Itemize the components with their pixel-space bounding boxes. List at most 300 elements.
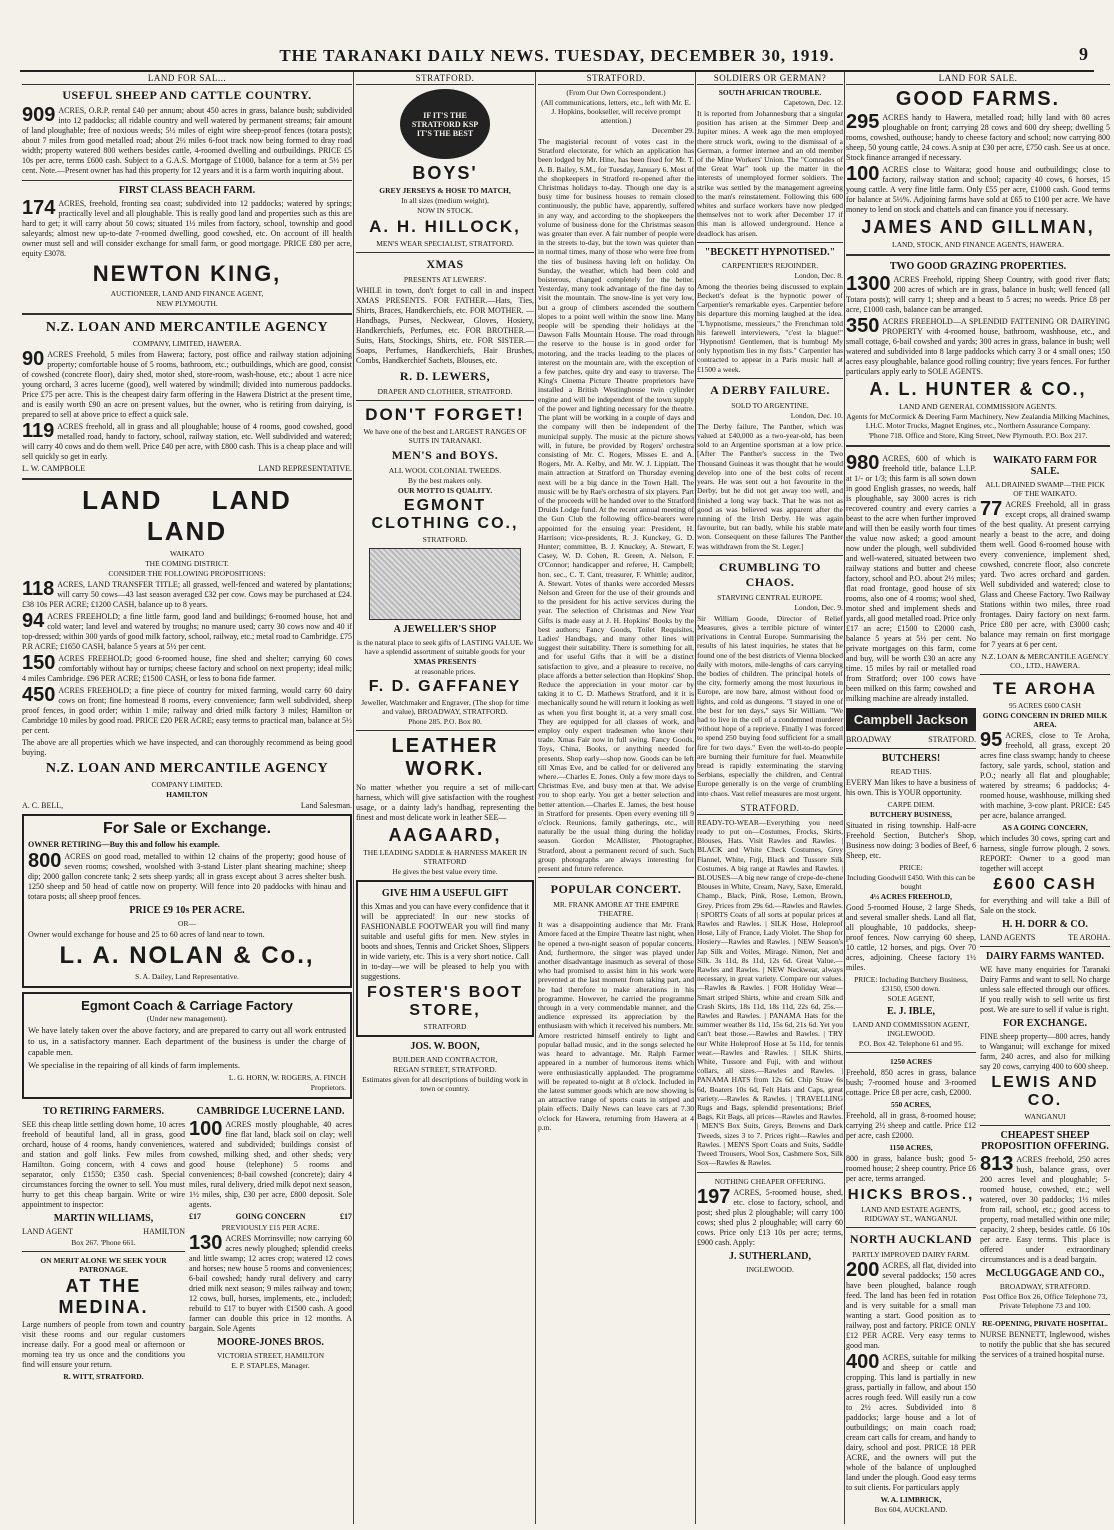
advertiser-sub: LAND AND ESTATE AGENTS, RIDGWAY ST., WANGANUI. [861,1205,961,1223]
dateline: London, Dec. 9. [794,602,843,612]
ad-text: He gives the best value every time. [392,867,498,876]
divider [980,1314,1110,1315]
lot-number: 1300 [846,273,891,295]
ad-text: We have one of the best and LARGEST RANGES OF SUITS IN TARANAKI. [363,427,527,445]
lot-description: ACRES Freehold, 5 miles from Hawera; factory, post office and railway station adjoining property; comfortable house of 5 rooms, bathroom, etc.; outbuildings, which are good, consist of cowshed (concrete floor), dairy shed, motor shed, store-room, wash-house, etc.; about 1 acre nice young orchard, 3 acres lucerne (good), well watered by windmill; divided into numerous paddocks. Price £75 per acre. This is the cheapest dairy farm offering in the Hawera District at the present time, and is easily worth £90 an acre on present values, but the owner, who is retiring from dairying, is prepared to sell at above price to effect a quick sale. [22,350,352,419]
advertiser-name: N.Z. LOAN AND MERCANTILE AGENCY [45,761,329,776]
byline: (From Our Own Correspondent.) [566,88,666,97]
contact: P.O. Box 42. Telephone 61 and 95. [858,1039,964,1048]
ad-heading: BUTCHERS! [881,753,941,764]
lot-number: 909 [22,104,56,126]
ad-sub: ALL WOOL COLONIAL TWEEDS. [388,466,502,475]
divider [22,478,352,480]
advertiser-name: JOS. W. BOON, [410,1041,480,1052]
ad-sub: GREY JERSEYS & HOSE TO MATCH, [379,186,511,195]
news-subheading: STARVING CENTRAL EUROPE. [717,592,823,602]
advertiser-name: Campbell Jackson [853,712,969,727]
signature-row [22,801,352,810]
lot-description: ACRES, 5-roomed house, shed, etc. close to factory, school, and post; shed plus 2 ploughable; will carry 100 cows; shed plus 2 ploughable; will carry 60 cows. Price only £13 10s per acre; terms, £900 cash. Apply: [697,1187,843,1247]
lot-description: ACRES, 600 of which is freehold title, balance L.I.P. at 1/- or 1/3; this farm is all sown down in good English grasses, no weeds, half is ploughable, say 3000 acres is rich recovered country and every carries a beast to the acre when further improved and will then be easily worth four times the value now asked; a good amount now under the plough, well subdivided and well-watered, situated between two railway stations and butter and cheese factory, school and P.O. about 2½ miles; flat road frontage, good house of six rooms, also one of 4 rooms; wool shed, motor shed and implement sheds and yards, all good metalled road. Price only £17 an acre; £1500 to £2000 cash, balance 5 years at 5½ per cent. No private mortgages on this farm, come and buy, will be worth £30 an acre any time. 15 miles by rail or metalled road from Stratford; over 100 cows have been milked on this farm; cowshed and milking machine are already installed. [846,454,976,703]
ad-text: for everything and will take a Bill of Sale on the stock. [980,896,1110,915]
column-rule [535,72,536,1524]
lot-description: ACRES, LAND TRANSFER TITLE; all grassed, well-fenced and watered by plantations; will carry 50 cows—43 last season averaged £32 per cow. Cows may be purchased at £24. £38 10s PER ACRE; £1200 CASH, balance up to 8 years. [22,580,352,609]
ad-text: Estimates given for all descriptions of building work in town or country. [362,1075,528,1093]
ad-sub: 4½ ACRES FREEHOLD, [869,892,953,901]
advertiser-name: J. SUTHERLAND, [729,1250,811,1262]
proprietor-names: L. G. HORN, W. ROGERS, A. FINCH [228,1073,346,1082]
bottom-ads [22,1103,352,1382]
ad-sub: GOING CONCERN IN DRIED MILK AREA. [982,711,1108,729]
lot-description: ACRES, O.R.P. rental £40 per annum; about 450 acres in grass, balance bush; subdivided into 12 paddocks; all ridable country and well watered by permanent streams; fair amount of land ploughable; free of noxious weeds; 5½ miles of eight wire sheep-proof fences (totara posts); about 7 miles from good metalled road; about 2½ miles 6-foot track now being formed to dray road width; property watered 800 wethers besides cattle, 4-roomed dwelling and outbuildings. PRICE £5 10s per acre, terms £600 cash. Subject to a G.A.S. Mortgage of £1000, balance for a term at 5½ per cent. Note.—Present owner has had this property for 12 years and it is a farm worth inquiring about. [22,106,352,175]
ad-text: WHILE in town, don't forget to call in and inspect XMAS PRESENTS. FOR FATHER.—Hats, Ties, Shirts, Braces, Handkerchiefs, etc. FOR MOTHER. — Handbags, Purses, Neckwear, Gloves, Hosiery, Handkerchiefs, Perfumes, etc. FOR BROTHER.—Suits, Hats, Stockings, Shirts, etc. FOR SISTER.—Soaps, Perfumes, Handkerchiefs, Hair Brushes, Combs, Handkerchief Sachets, Blouses, etc. [356,286,534,365]
advertiser-sub: LAND AND COMMISSION AGENT, INGLEWOOD. [852,1020,970,1038]
lot-description: ACRES FREEHOLD—A SPLENDID FATTENING OR DAIRYING PROPERTY with 4-roomed house, bathroom, washhouse, etc., and small cottage, 6-bail cowshed and yards; 300 acres in grass, balance in bush; well watered and subdivided into 8 large paddocks which carry 3 or 4 small ones; 150 acres easy ploughable, balance good rolling country; five years fences. For further particulars apply early to SOLE AGENTS. [846,317,1110,376]
ad-title: LAND LAND LAND [82,485,292,546]
advertiser-sub: MEN'S WEAR SPECIALIST, STRATFORD. [376,239,514,248]
byline: (All communications, letters, etc., left with Mr. E. J. Hopkins, bookseller, will receive prompt attention.) [541,98,691,125]
ad-sub: PRICE: [899,863,923,872]
ad-text [846,1261,976,1351]
advertiser-name: R. D. LEWERS, [399,369,491,383]
ad-sub: at reasonable prices. [414,667,476,676]
ad-sub: XMAS PRESENTS [413,657,477,666]
ad-text: WE have many enquiries for Taranaki Dairy Farms and want to sell. No charge unless sale effected through our offices. If you really wish to sell write us first post. We are sure to sell if value is right. [980,965,1110,1014]
ad-text: this Xmas and you can have every confidence that it will be appreciated! In our new stocks of FASHIONABLE FOOTWEAR you will find many suitable and useful gifts for men. New styles in boots and shoes, Tennis and Cricket Shoes, Slippers in wide variety, etc. This is a very short notice. Call in to-day—we will be pleased to help you with suggestions. [361,902,529,981]
lot-description: ACRES freehold, 250 acres bush, balance grass, over 200 acres level and ploughable; 5-roomed house, cowshed, etc.; well watered, over 30 paddocks; 1½ miles from rail, school, etc.; good access to property, road metalled within one mile; capacity, 2 sheep, besides cattle. £6 10s per acre. Easy terms. This place is offered under extraordinary circumstances and is a dead bargain. [980,1155,1110,1264]
ad-text [846,113,1110,163]
advertiser-sub: COMPANY LIMITED. [151,780,223,789]
ad-text: Agents for McCormick & Deering Farm Machinery, New Zealandia Milking Machines, I.H.C. Motor Trucks, Magnet Engines, etc., Northern Assurance Company. [846,412,1110,430]
divider [22,1251,185,1252]
ad-heading: A JEWELLER'S SHOP [393,624,497,635]
lot-description: ACRES Freehold, ripping Sheep Country, with good river flats; 200 acres of which are in grass, balance in bush; well fenced (all Totara posts); will carry 1; sheep and a beast to 5 acres; no weeds. Price £8 per acre, £1000 cash, balance can be arranged. [846,275,1110,314]
ad-text: Situated in rising township. Half-acre Freehold Section, Butcher's Shop, Business now doing: 3 bodies of Beef, 6 Sheep, etc. [846,821,976,860]
ad-title: LEATHER WORK. [391,735,499,780]
advertiser-sub: BROADWAY, STRATFORD. [999,1282,1091,1291]
lot-description: ACRES close to Waitara; good house and outbuildings; close to factory, railway station and school; capacity 40 cows, 6 horses, 15 young cattle. A very fine little farm. Only £55 per acre, £1000 cash. Good terms for balance at 5½%. Adjoining farms have sold at £65 to £100 per acre. We have money to lend on stock and chattels and can finance you if necessary. [846,165,1110,214]
lot-number: 200 [846,1259,880,1281]
ad-text [22,686,352,736]
news-body: Among the theories being discussed to explain Beckett's defeat is the hypnotic power of Carpentier's remarkable eyes. Carpentier before his departure this morning laughed at the idea. "L'hypnotisme, messieurs," the Frenchman told his farewell interviewers, "c'est la blague!" "Hypnotism! Gentlemen, that is humbug! My only hypnotism lies in my fists." Carpentier has contracted to appear in a Paris music hall at £1500 a week. [697,281,843,374]
advertiser-sub: LAND, STOCK, AND FINANCE AGENTS, HAWERA. [892,240,1064,249]
advertiser-name: E. J. IBLE, [886,1006,936,1017]
ad-text: Freehold, all in grass, 8-roomed house; carrying 2½ sheep and cattle. Price £12 per acre, cash £2000. [846,1111,976,1140]
ad-sub: PARTLY IMPROVED DAIRY FARM. [852,1250,970,1259]
ad-text [846,317,1110,377]
column-good-farms [846,72,1110,1526]
ad-text: NURSE BENNETT, Inglewood, wishes to notify the public that she has secured the services of a trained hospital nurse. [980,1330,1110,1359]
ad-text: PRICE: Including Butchery Business, £3150, £500 down. [854,975,968,993]
news-body: It was a disappointing audience that Mr. Frank Amore faced at the Empire Theatre last night, when he opened a two-night season of popular concerts. And, furthermore, the singer was played under another disadvantage inasmuch as several of those who had promised to assist him in his work were prevented at the last moment from taking part, and he had therefore to make alterations in his programme. However, he carried the programme through in a very commendable manner, and the audience expressed its appreciation by the enthusiasm with which it received his numbers. Mr. Amore restricted himself entirely to light and popular ballad music, and in the songs selected he was heard to advantage. Mr. Ralph Farmer appeared in a number of humorous items which were enthusiastically applauded. The programme will be repeated to-night at 8 o'clock. Included in the latest summer goods which are now showing is an attractive range of sports coats in striped and plain effects. Daily News can leave cars at 7.30 o'clock for Hawera, returning from Hawera at 4 p.m. [538,920,694,1132]
subcolumn-left [846,452,976,1515]
lot-description: ACRES, suitable for milking and sheep or cattle and cropping. This land is partially in new grass, partially in fallow, and about 150 acres rough feed. Will easily run a cow to 2½ acres. Subdivided into 8 paddocks; large house and a lot of outbuildings; on main coach road; cream cart calls for cream, and handy to dairy, school and post. PRICE 18 PER ACRE, and the owners will put the whole of the balance of unploughed land under the plough. Good easy terms to suit clients. For particulars apply [846,1353,976,1492]
ad-title: XMAS [426,257,464,271]
ad-heading: FOR EXCHANGE. [1003,1018,1087,1029]
news-body: The magisterial recount of votes cast in the Stratford electorate, for which an application has been lodged by Mr. Hine, has been fixed for Mr. T. A. B. Bailey, S.M., for Tuesday, January 6. Most of the shopkeepers in Stratford re-opened after the Christmas holidays to-day. Though one day is a busy time for business houses to remain closed continuously, the public have, apparently, suffered in any way, and according to the shopkeepers the volume of business done for the Christmas season was greater than ever. A fair number of people were in the streets to-day, but the town was quieter than in normal times, many of those who were free from the ties of business having left on holiday. On Sunday, the weather, which had been cold and boisterous, changed completely for the better. Yesterday, many took advantage of the fine day to visit the mountain. The snow-line is yet very low, but a group of climbers ascended the southern slopes to a point well within the snow line. Many people will be spending their holidays at the Dawson Falls Mountain House. The road through the reserve to the house is in good order for motoring, and the tracks leading to the places of interest on the mountain are, with the exception of a few patches, quite dry and easy to traverse. The King's Cinema Picture Theatre proprietors have installed a British Westinghouse twin cylinder engine and will be independent of the town supply of the power and lighting necessary for the theatre. The plant will be working in a couple of days and the company will then be independent of the municipal supply. The music at the picture shows will, in future, be provided by Rogers' orchestra consisting of Mr. C. Rogers, Misses E. and A. Rogers, Mr. A. Kelby, and Mr. W. J. Lippiatt. The main attraction at Stratford on Thursday evening next will be a big dance in the Town Hall. The music will be by Rae's orchestra of six players. Part of the proceeds will be handed over to the Stratford Druids Lodge fund. At the recent annual meeting of the Gun Club the following office-bearers were appointed for the ensuing year: President, H. Harrison; vice-presidents, R. J. Kunckey, G. D. Hunter; committee, B. J. Knuckey, A. Stewart, F. Casey, W. D. Cohen, R. Green, A. Nelson, F. O'Connor; handicapper and referee, H. Campbell; hon. sec., C. T. Cant, treasurer, F. Whittle; auditor, A. Stewart. Votes of thanks were accorded Messrs Nelson and Green for the use of their grounds and to the president for his active services during the year. The selection of Christmas and New Year Gifts is made easy at J. H. Hopkins' Books by the best authors; Fancy Goods, Toilet Requisites, Ladies' Handbags, and many other lines will suggest their suitability. There is something for all, and for useful Gifts that it will be a distinct satisfaction to give, and a pleasure to receive, no place affords a better selection than Hopkins' Shop. Reduce the appreciation in your motor car by taking it to C. D. Mathews Stratford, and it it is mechanically sound he will return it looking as well as when you first bought it, at a very small cost. They are equipped for all classes of work, and employ only expert tradesmen who know their trade. Xmas Fair now in full swing. Fancy Goods, Toys, China, Books, or anything needed for presents. Shop early—shop now. Goods can be left till Xmas Eve, and be called for or delivered any where.—Charles E. Jones. Only a few more days to Christmas Eve, and busy men at that. We advise you to shop early. You get a better selection and better attention.—Charles E. James, the best house in Stratford for presents. Open every evening till 9 o'clock. Reunions, family gatherings, etc., will naturally be the usual thing during the holiday season. Gordon McAllister, Photographer, Stratford, about a permanent record of such. Such group photographs are always interesting for present and future reference. [538,137,694,874]
advertiser-sub: S. A. Dailey, Land Representative. [135,972,239,981]
contact: Phone 285. P.O. Box 80. [408,717,482,726]
ad-text [189,1120,352,1210]
advertiser-sub: WANGANUI [1024,1112,1066,1121]
agent-town: TE AROHA. [1068,933,1110,942]
divider [980,1125,1110,1126]
stratford-ksp-logo [400,89,490,159]
ad-text: FINE sheep property—800 acres, handy to Wanganui; will exchange for mixed farm, 240 acres, and also for milking say 20 cows, carrying 400 to 600 sheep. [980,1032,1110,1071]
advertiser-name: H. H. DORR & CO. [1002,919,1088,930]
ad-sub: READ THIS. [890,767,932,776]
advertiser-addr: REGAN STREET, STRATFORD. [393,1065,497,1074]
ad-text [846,454,976,704]
advertiser-name: N.Z. LOAN & MERCANTILE AGENCY CO., LTD., HAWERA. [981,652,1109,670]
agent-name: A. C. BELL, [22,801,64,810]
going-concern-row [189,1212,352,1221]
agent-town: HAMILTON [143,1227,185,1236]
ad-sub: AS A GOING CONCERN, [1002,823,1088,832]
ad-sub: THE COMING DISTRICT. [145,559,229,568]
ad-text [22,654,352,684]
advertiser-name: LEWIS AND CO. [991,1074,1099,1109]
ad-heading: 1150 ACRES, [889,1143,933,1152]
advertiser-town: NEW PLYMOUTH. [156,299,218,308]
ad-text [22,580,352,610]
contact: Box 267. 'Phone 661. [71,1238,136,1247]
section-header: LAND FOR SALE. [846,72,1110,85]
ad-sub: CARPE DIEM. [887,800,935,809]
ad-text: No matter whether you require a set of milk-cart harness, which will give satisfaction with the roughest usage, or a dainty lady's handbag, representing the finest and most delicate work in leather SEE— [356,783,534,822]
classified-ads: READY-TO-WEAR—Everything you need ready to put on—Costumes, Frocks, Skirts, Blouses, Hats. Visit Rawles and Rawles. | BLACK and White Check Costumes, Grey Flannel, White, Fuji, Black and Tussore Silk Costumes. A big range at Rawles and Rawles. | BLOUSES—A big new range of crepe-de-chene Blouses in White, Cream, Navy, Saxe, Emerald, Champ., Black, Pink, Rose, Lemon, Brown, Grey. Prices from 29s 6d.—Rawles and Rawles. | SPORTS Coats of all sorts at popular prices at Rawles and Rawles. | SILK Hose, Holeproof Hose, Lily of France, Lady Violet. The Shop for Hosiery—Rawles and Rawles. | NEW Season's Jap Silk and Voiles, Mirage. Nimon, Net and Silk. 3s 11d, 8s 11d, 12s 6d. Great Value.—Rawles and Rawles. | NEW Neckwear, always necessary, in great variety. Compare our values.—Rawles & Rawles. | FOR Holiday Wear—Smart striped Shirts, white and cream Silk and Crash Skirts, 18s 11d, 18s 11d, 22s 6d, 25s.—Rawles and Rawles. | PANAMA Hats for the summer weather 8s 11d, 15s 6d, 21s 6d. Yet you can't beat those.—Rawles and Rawles. | TRY our White Holeproof Hose at 5s 11d, for tennis wear.—Rawles and Rawles. | SILK Shirts, White, Tussore and Fuji, with and without collars, all sizes.—Rawles and Rawles. | PANAMA HATS from 12s 6d. Chip Straw 6s 6d, Boaters 10s 6d, Felt Hats and Caps, great variety.—Rawles & Rawles. | TRAVELLING Rugs and Bags, splendid presentations; Brief Bags, Kit Bags, all prices—Rawles and Rawles. | MEN'S Box Suits, Greys, Browns and Dark Tweeds, sizes 3 to 7. Prices right—Rawles and Rawles. | MEN'S Sport Coats and Suits, Saddle Tweed Trousers, Wool Sox, Cashmere Sox, Silk Sox—Rawles & Rawles. [697,817,843,1168]
advertiser-name: MARTIN WILLIAMS, [53,1213,154,1224]
advertiser-name: A. L. HUNTER & CO., [869,379,1087,399]
news-heading: "BECKETT HYPNOTISED." [704,246,836,258]
divider [697,242,843,243]
column-land-for-sale [22,72,352,1526]
ad-title: TE AROHA [992,679,1098,698]
ad-heading: 550 ACRES, [890,1100,931,1109]
lot-number: 295 [846,111,880,133]
advertiser-sub: Box 604, AUCKLAND. [874,1505,948,1514]
advertiser-name: JAMES AND GILLMAN, [861,217,1095,237]
news-subheading: MR. FRANK AMORE AT THE EMPIRE THEATRE. [553,900,679,919]
advertiser-name: L. A. NOLAN & Co., [59,942,315,969]
page-number: 9 [1079,44,1088,64]
news-body: Sir William Goode, Director of Relief Measures, gives a terrible picture of winter privations in Central Europe. Summarising the results of his latest inquiries, he states that he found one of the best districts of Vienna blocked daily with motors, mile-lengths of cars carrying the bodies of children. The principal hotels of the city, formerly among the most luxurious in Europe, are now bare, almost without food or lights, and cold as dungeons. "I stayed in one of the best for ten days," says Sir William. "We had to live in the cell of a condemned murderer without hope of a reprieve. Finally I was forced to spend 250 buying food sufficient for a small fire for two days." Even the well-to-do people are burning their furniture for fuel. Meanwhile bread is rapidly exterminating the starving Serbians, especially the children, and Central Europe generally is on the verge of crumbling into chaos. Vast relief measures are most urgent. [697,613,843,798]
advertiser-name: R. WITT, STRATFORD. [63,1372,144,1381]
divider [980,674,1110,675]
ad-sub: (Under new management). [146,1014,228,1023]
signature-row [846,735,976,744]
going-concern-label: GOING CONCERN [235,1212,306,1221]
ad-sub: CONSIDER THE FOLLOWING PROPOSITIONS: [108,569,266,578]
ad-sub: WAIKATO [169,549,205,558]
lot-number: 100 [846,163,880,185]
ad-text: Large numbers of people from town and country visit these rooms and our regular customers increase daily. For a good meal or afternoon or morning tea try us once and the conditions you find will ensure your return. [22,1320,185,1369]
ad-text [22,199,352,259]
column-stratford-news [538,72,694,1526]
section-header: STRATFORD. [538,72,694,85]
column-cable-news [697,72,843,1526]
divider [22,313,352,315]
advertiser-sub: AUCTIONEER, LAND AND FINANCE AGENT, [110,289,264,298]
ad-heading: DAIRY FARMS WANTED. [985,951,1105,962]
divider [22,180,352,181]
lot-description: ACRES FREEHOLD; a fine little farm, good land and buildings; 6-roomed house, hot and cold water; land level and watered by troughs; no manure used; carry 30 cows now and 40 if top-dressed; within 300 yards of good milk factory, school, railway, etc.; metal road to Cambridge. £75 P.R ACRE; £1650 CASH, balance 5 years at 5½ per cent. [22,612,352,651]
divider [538,877,694,878]
masthead-title: THE TARANAKI DAILY NEWS. TUESDAY, DECEMBER 30, 1919. [279,46,835,65]
ad-title: Egmont Coach & Carriage Factory [81,998,293,1013]
lot-number: 119 [22,420,55,442]
news-heading: A DERBY FAILURE. [710,382,830,397]
ad-title: BOYS' [412,163,478,183]
ad-text: OWNER RETIRING—Buy this and follow his example. [28,840,220,849]
ad-text [846,1353,976,1493]
dateline: London, Dec. 8. [794,270,843,280]
divider [846,254,1110,256]
divider [846,445,1110,447]
ad-box-sale-exchange [22,814,352,988]
advertiser-name: EGMONT CLOTHING CO., [371,497,519,532]
ad-text: Owner would exchange for house and 25 to 60 acres of land near to town. [28,930,265,939]
proprietor-title: Proprietors. [310,1083,346,1092]
ad-sub: ALL DRAINED SWAMP—THE PICK OF THE WAIKATO. [985,480,1105,498]
column-rule [844,72,845,1524]
ad-text: The above are all properties which we have inspected, and can thoroughly recommend as being good buying. [22,738,352,757]
lot-description: ACRES, freehold, fronting sea coast; subdivided into 12 paddocks; watered by springs; practically level and all ploughable. This is really good land and properties such as this are hard to get; it will carry about 50 cows; situated 1½ miles from factory, school, township and good saleyards; almost new up-to-date 7-roomed dwelling, good cowshed, etc. On account of ill health owner must sell and will consider exchange for small farm, or good mortgage. PRICE £80 per acre, equity £3078. [22,199,352,258]
ad-heading: FIRST CLASS BEACH FARM. [118,185,256,196]
lot-description: ACRES Morrinsville; now carrying 60 acres newly ploughed; splendid creeks and little swamp; 12 acres crop; watered 12 cows and horses; new house 5 rooms and conveniences; 6-bail cowshed; handy rural delivery and carry dried milk next season; 9 miles railway and town; 12 cows, bull, horses, implements, etc., included; rebuild to £17 to buyer with £1500 cash. A good farmer can double this price in 12 months. A bargain. Sole Agents [189,1234,352,1333]
ad-box-foster [356,880,534,1037]
section-header: STRATFORD. [697,802,843,815]
advertiser-sub: STRATFORD [423,1022,467,1031]
lot-description: ACRES freehold, all in grass and all ploughable; house of 4 rooms, good cowshed, good metalled road, handy to factory, school, railway station, etc. Well subdivided and watered; will carry 40 cows and do them well. Price £40 per acre, with £800 cash. This is a cheap place and will sell quickly so get in early. [22,422,352,461]
lot-number: 150 [22,652,56,674]
lot-number: 90 [22,348,45,370]
advertiser-sub: DRAPER AND CLOTHIER, STRATFORD. [377,387,513,396]
advertiser-name: HICKS BROS., [847,1186,975,1203]
ad-heading: CAMBRIDGE LUCERNE LAND. [196,1106,345,1117]
lot-description: ACRES handy to Hawera, metalled road; hilly land with 80 acres ploughable on front; carrying 28 cows and 600 dry sheep; dwelling 5 rooms, cowshed, outhouse; handy to cheese factory and school; now carrying 800 sheep, 50 young cattle, 24 cows. A snip at £30 per acre, £750 cash. See us at once. Stock finance arranged if necessary. [846,113,1110,162]
ad-sub: NOW IN STOCK. [417,206,473,215]
advertiser-manager: E. P. STAPLES, Manager. [231,1361,310,1370]
ad-text [846,275,1110,315]
contact: Post Office Box 26, Office Telephone 73, Private Telephone 73 and 100. [982,1292,1108,1310]
section-header: STRATFORD. [356,72,534,85]
section-header: SOLDIERS OR GERMAN? [697,72,843,85]
lot-number: 95 [980,729,1003,751]
address-town: STRATFORD. [928,735,976,744]
advertiser-name: A. H. HILLOCK, [369,217,521,236]
ad-text: We specialise in the repairing of all kinds of farm implements. [28,1060,240,1070]
ad-cambridge-lucerne [189,1103,352,1382]
divider [846,1052,976,1053]
agent-title: LAND AGENTS [980,933,1036,942]
advertiser-sub: LAND AND GENERAL COMMISSION AGENTS. [899,402,1057,411]
ad-text: Freehold, 850 acres in grass, balance bush; 7-roomed house and 3-roomed cottage. Price £8 per acre, cash, £2000. [846,1068,976,1097]
advertiser-sub: COMPANY, LIMITED, HAWERA. [132,339,242,348]
news-body: It is reported from Johannesburg that a singular position has arisen at the Simmer Deep and Jupiter mines. A week ago the men employed there struck work, owing to the dismissal of a German, a former internee and an old member of the Mine Workers' Union. The "Comrades of the Great War" took up the matter in the interests of unemployed former soldiers. The strike was settled by the management agreeing to the man's reinstatement. Following this 600 whites and surface workers have now pledged themselves not to work after December 17 if this man is allowed underground. Hence a deadlock has arisen. [697,109,843,238]
agent-title: Land Salesman. [300,801,352,810]
contact: 'Phone 718. Office and Store, King Street, New Plymouth. P.O. Box 217. [868,431,1088,440]
subcolumn-right [980,452,1110,1515]
ad-text [697,1185,843,1248]
masthead [20,44,1094,72]
ad-sub: BUTCHERY BUSINESS, [870,810,952,819]
news-heading: POPULAR CONCERT. [550,882,682,897]
ad-heading: GIVE HIM A USEFUL GIFT [381,888,509,899]
lot-description: ACRES, close to Te Aroha, freehold, all grass, except 20 acres fine class swamp; handy to cheese factory, sale yards, school, station and P.O.; nearly all flat and ploughable; watered by streams; 6 paddocks; 4-roomed house, washhouse, milking shed with machine, 3-cow plant. PRICE: £45 per acre, balance arranged. [980,731,1110,820]
ad-heading: MEN'S and BOYS. [391,448,499,462]
ad-heading: NOTHING CHEAPER OFFERING. [714,1176,826,1186]
lot-description: ACRES FREEHOLD; a fine piece of country for mixed farming, would carry 60 dairy cows on front; fine homestead 8 rooms, every convenience; farm well subdivided, sheep proof fences, in good order; within 1 mile; railway and dried milk factory 3 miles; Hamilton or Cambridge 10 miles by good road. PRICE £20 PER ACRE; easy terms to practical man, balance at 5½ per cent. [22,686,352,735]
advertiser-sub: BUILDER AND CONTRACTOR, [392,1055,498,1064]
ad-sub: In all sizes (medium weight), [401,196,489,205]
lot-description: ACRES FREEHOLD; good 6-roomed house, fine shed and shelter; carrying 60 cows comfortably without hay or turnips; cheese factory and school on next property; ideal milk; 4 miles Cambridge. £96 PER ACRE; £1500 CASH, or less to bona fide farmer. [22,654,352,683]
lot-description: ACRES mostly ploughable, 40 acres fine flat land, black soil on clay; well watered and subdivided; buildings consist of cowshed, milking shed, and other sheds; very good house (telephone) 5 rooms and conveniences; 8-bail cowshed (concrete); dairy 4 miles, rural delivery, dried milk depot next season, 1½ miles, ship, £30 per acre, £800 deposit. Sole agents. [189,1120,352,1209]
campbell-jackson-banner [846,708,976,731]
column-rule [353,72,354,1524]
ad-text: which includes 30 cows, spring cart and harness, single furrow plough, 2 sows. REPORT: Owner to a good man together will accept [980,834,1110,873]
advertiser-sub: Jeweller, Watchmaker and Engraver, (The shop for time and value), BROADWAY, STRATFORD. [361,698,529,716]
ad-text [22,106,352,176]
lot-description: ACRES, all flat, divided into several paddocks; 150 acres have been ploughed, balance rough feed. The land has been fed in rotation and is very suitable for a small man wanting a start. Good position as to railway, post and factory. PRICE ONLY £12 PER ACRE. Very easy terms to good man. [846,1261,976,1350]
ad-heading: WAIKATO FARM FOR SALE. [993,455,1097,477]
news-heading: CRUMBLING TO CHAOS. [719,559,821,589]
dateline: Capetown, Dec. 12. [783,98,843,107]
advertiser-name: MOORE-JONES BROS. [217,1337,324,1348]
column-rule [695,72,696,1524]
advertiser-name: McCLUGGAGE AND CO., [985,1268,1105,1279]
news-body: The Derby failure, The Panther, which was valued at £40,000 as a two-year-old, has been sold to an Argentine sportsman at a low price. [After The Panther's success in the Two Thousand Guineas it was thought that he would develop into one of the best colts of recent years. He was sent out a hot favourite in the Derby, but he did not get away too well, and finished a long way back. That he was not as good as was believed was apparent after the running of the Irish Derby. He was again favourite, but ran badly, while his stable mate won. Consequent on these failures The Panther was withdrawn from the St. Leger.] [697,421,843,551]
lot-number: 450 [22,684,56,706]
lot-number: 197 [697,1185,731,1208]
advertiser-name: NEWTON KING, [92,261,282,286]
lot-number: 118 [22,578,55,600]
ad-text: is the natural place to seek gifts of LASTING VALUE. We have a splendid assortment of suitable goods for your [356,638,534,656]
advertiser-name: F. D. GAFFANEY [368,678,522,695]
signature-row [22,464,352,473]
ad-text [980,1155,1110,1265]
divider [356,730,534,731]
dateline: London, Dec. 10. [790,410,843,420]
section-header: LAND FOR SAL... [22,72,352,85]
ad-text: OR— [178,919,196,928]
lot-number: 980 [846,452,880,474]
ad-heading: CHEAPEST SHEEP PROPOSITION OFFERING. [981,1130,1109,1152]
ad-heading: TO RETIRING FARMERS. [42,1106,165,1117]
ad-motto: OUR MOTTO IS QUALITY. [397,486,493,495]
advertiser-sub: THE LEADING SADDLE & HARNESS MAKER IN STRATFORD [363,848,527,866]
ad-text: 800 in grass, balance bush; good 5-roomed house; 2 sheep country. Price £6 per acre, terms arranged. [846,1154,976,1183]
ad-sub: PREVIOUSLY £15 PER ACRE. [221,1223,320,1232]
ad-retiring-farmers [22,1103,185,1382]
ad-text [980,731,1110,821]
news-subheading: SOLD TO ARGENTINE. [731,400,809,410]
lot-number: 94 [22,610,45,632]
agent-title: LAND REPRESENTATIVE. [258,464,352,473]
ad-text [22,350,352,420]
news-subheading: SOUTH AFRICAN TROUBLE. [718,88,822,97]
ad-sub: ON MERIT ALONE WE SEEK YOUR PATRONAGE. [40,1256,167,1274]
divider [697,378,843,379]
ad-heading: RE-OPENING, PRIVATE HOSPITAL. [982,1319,1108,1328]
divider [356,252,534,253]
price-right: £17 [339,1212,352,1221]
advertiser-name: N.Z. LOAN AND MERCANTILE AGENCY [45,320,329,335]
signature-row [22,1227,185,1236]
divider [980,946,1110,947]
ad-price: £600 CASH [993,876,1097,893]
column-stratford-ads [356,72,534,1526]
divider [697,555,843,556]
advertiser-name: AAGAARD, [388,825,502,845]
ad-text [189,1234,352,1334]
lot-number: 400 [846,1351,880,1373]
advertiser-name: W. A. LIMBRICK, [880,1495,942,1504]
signature-row [980,933,1110,942]
lot-number: 800 [28,850,62,872]
lot-number: 350 [846,315,880,337]
ad-text [28,852,346,902]
subcolumns [846,452,1110,1515]
ad-text: SEE this cheap little settling down home, 10 acres freehold of beautiful land, all in grass, good orchard, house of 4 rooms, handy conveniences, and station and golf links. Few miles from Hamilton. Going concern, with 4 cows and separator, only £1550; £350 cash. Special circumstances forcing the owner to sell. You must hurry to get this cheap bargain. Write or wire appointment to inspector: [22,1120,185,1209]
ad-box-egmont-coach [22,992,352,1099]
address-street: BROADWAY [846,735,892,744]
agent-title: LAND AGENT [22,1227,73,1236]
ad-sub: 95 ACRES £600 CASH [1009,701,1081,710]
advertiser-sub: INGLEWOOD. [746,1264,794,1274]
ad-heading: NORTH AUCKLAND [849,1232,973,1246]
ad-heading: USEFUL SHEEP AND CATTLE COUNTRY. [62,88,312,102]
advertiser-town: HAMILTON [166,790,208,799]
ad-sub: PRESENTS AT LEWERS'. [403,275,487,284]
ad-heading: TWO GOOD GRAZING PROPERTIES. [889,261,1067,272]
agent-name: L. W. CAMPBOLE [22,464,86,473]
lot-number: 174 [22,197,56,219]
ad-title: GOOD FARMS. [895,88,1061,110]
ad-text: Good 5-roomed House, 2 large Sheds, and several smaller sheds. Land all flat, all ploughable, 10 paddocks, sheep-proof fences. Now carrying 60 sheep, 10 cattle, 12 horses, and pigs. Over 70 acres, adjoining. Cheese factory 1½ miles. [846,903,976,972]
lot-number: 130 [189,1232,223,1254]
logo-text: IF IT'S THE STRATFORD KSP IT'S THE BEST [411,110,479,138]
lot-number: 77 [980,498,1003,520]
ad-text [846,165,1110,215]
ad-heading: 1250 ACRES [890,1057,932,1066]
news-subheading: CARPENTIER'S REJOINDER. [721,260,819,270]
ad-sub: SOLE AGENT, [887,994,935,1003]
ad-text [980,500,1110,650]
advertiser-name: FOSTER'S BOOT STORE, [366,984,524,1019]
advertiser-sub: VICTORIA STREET, HAMILTON [216,1351,325,1360]
lot-description: ACRES Freehold, all in grass except crops, all drained swamp of the best quality. At present carrying nearly a beast to the acre, and doing them well. Good 6-roomed house with every convenience, implement shed, cowshed, concrete floor, also concrete yard. Two acres orchard and garden. Well subdivided and watered; close to Glass and Cheese Factory. Two Railway Stations within two miles, three road frontages. Dairy factory on next farm. Price £80 per acre, with £3000 cash; balance may remain on first mortgage for 7 years at 6 per cent. [980,500,1110,649]
ad-title: AT THE MEDINA. [58,1276,149,1317]
divider [697,1172,843,1173]
divider [846,748,976,749]
ad-text: We have lately taken over the above factory, and are prepared to carry out all work entrusted to us, in a satisfactory manner. Each department of the business is under the charge of capable men. [28,1025,346,1057]
dateline: December 29. [651,126,694,135]
jeweller-illustration [369,548,521,620]
price-left: £17 [189,1212,201,1221]
ad-price: PRICE £9 10s PER ACRE. [129,905,245,916]
advertiser-sub: STRATFORD. [422,535,468,544]
ad-sub: By the best makers only. [408,476,482,485]
lot-number: 100 [189,1118,223,1140]
lot-description: ACRES on good road, metalled to within 12 chains of the property; good house of seven rooms; cowshed, woolshed with 3-stand Lister plant shearing machine; sheep dip; 2000 gallon concrete tank; 2 sets sheep yards; all in grass except about 3 acres shelter bush. 1250 sheep and 50 head of cattle now on property. Will fence into 20 paddocks with hinau and totara posts; all sheep proof fences. [28,852,346,901]
ad-title: DON'T FORGET! [365,405,525,424]
divider [846,1227,976,1228]
ad-text [22,422,352,462]
ad-text: EVERY Man likes to have a business of his own. This is YOUR opportunity. [846,778,976,797]
lot-number: 813 [980,1153,1014,1175]
divider [356,400,534,401]
ad-text: Including Goodwill £450. With this can be bought [846,873,976,891]
